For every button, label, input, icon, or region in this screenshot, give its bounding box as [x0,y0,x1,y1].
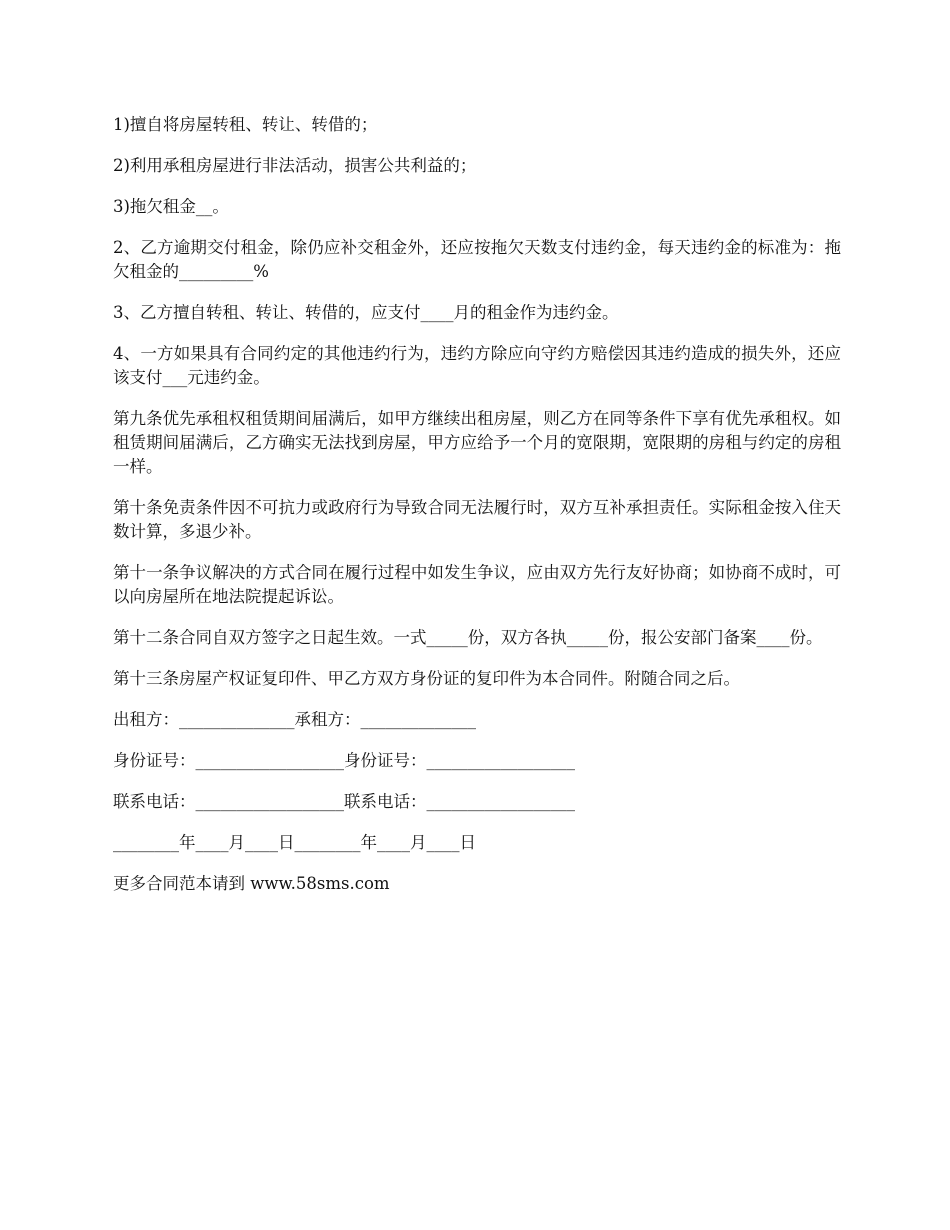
late-rent-penalty-clause: 2、乙方逾期交付租金，除仍应补交租金外，还应按拖欠天数支付违约金，每天违约金的标准为：拖欠租金的_________% [113,238,841,281]
signature-parties-line: 出租方：______________承租方：______________ [113,710,476,729]
id-number-line: 身份证号：__________________身份证号：__________________ [113,751,575,770]
date-line: ________年____月____日________年____月____日 [113,833,476,852]
article-10-exemption: 第十条免责条件因不可抗力或政府行为导致合同无法履行时，双方互补承担责任。实际租金按入住天数计算，多退少补。 [113,498,841,541]
article-12-effect: 第十二条合同自双方签字之日起生效。一式_____份，双方各执_____份，报公安部门备案____份。 [113,628,823,647]
article-9-priority-lease: 第九条优先承租权租赁期间届满后，如甲方继续出租房屋，则乙方在同等条件下享有优先承租权。如租赁期间届满后，乙方确实无法找到房屋，甲方应给予一个月的宽限期，宽限期的房租与约定的房租一样。 [113,409,841,476]
footer-more-templates: 更多合同范本请到 www.58sms.com [113,874,390,893]
article-13-attachments: 第十三条房屋产权证复印件、甲乙方双方身份证的复印件为本合同件。附随合同之后。 [113,669,740,688]
clause-item-1: 1)擅自将房屋转租、转让、转借的； [113,115,378,134]
sublet-penalty-clause: 3、乙方擅自转租、转让、转借的，应支付____月的租金作为违约金。 [113,303,619,322]
other-breach-clause: 4、一方如果具有合同约定的其他违约行为，违约方除应向守约方赔偿因其违约造成的损失外，还应该支付___元违约金。 [113,344,841,387]
article-11-dispute: 第十一条争议解决的方式合同在履行过程中如发生争议，应由双方先行友好协商；如协商不成时，可以向房屋所在地法院提起诉讼。 [113,563,841,606]
phone-line: 联系电话：__________________联系电话：__________________ [113,792,575,811]
clause-item-3: 3)拖欠租金__。 [113,197,229,216]
clause-item-2: 2)利用承租房屋进行非法活动，损害公共利益的； [113,156,477,175]
document-body [113,113,841,913]
